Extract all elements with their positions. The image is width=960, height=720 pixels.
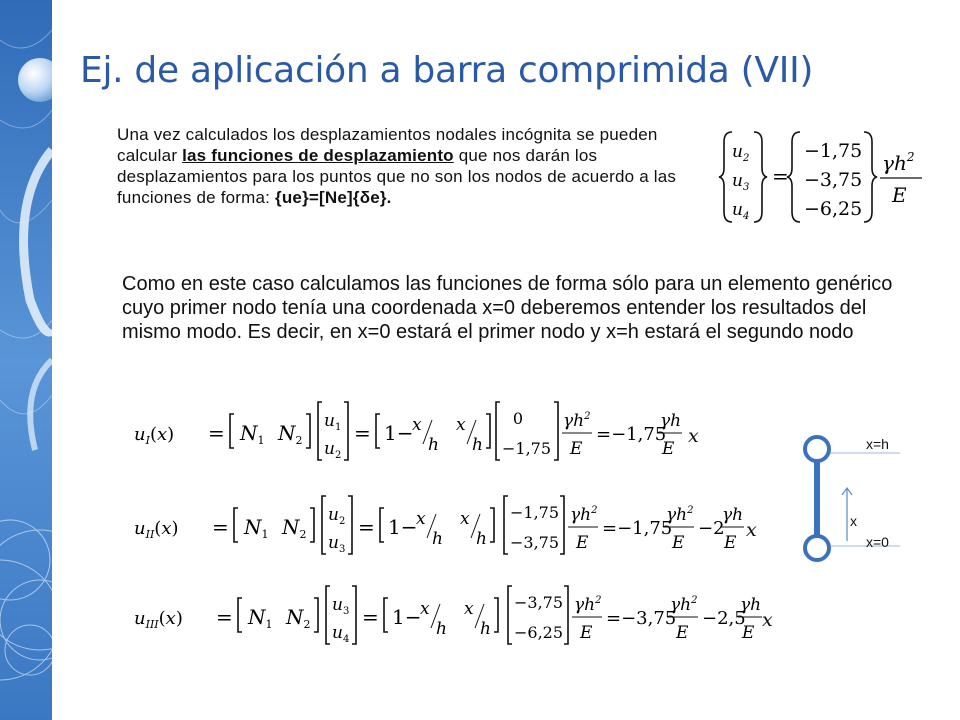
slide-title: Ej. de aplicación a barra comprimida (VII) [80,50,814,91]
svg-text:−3,75: −3,75 [510,533,560,552]
svg-text:h: h [428,435,439,455]
svg-text:x: x [464,599,474,619]
svg-text:=−3,75: =−3,75 [606,608,677,629]
svg-text:−2,5: −2,5 [702,608,746,629]
axis-label: x [850,513,857,529]
svg-text:1−: 1− [384,421,414,445]
intro-paragraph [117,124,682,208]
value-2: −3,75 [804,169,863,191]
svg-text:N2: $N_2$ [282,515,307,541]
intro-text-cont: que nos darán los desplazamientos para los puntos que no son los nodos de acuerdo a las funciones de forma: [117,146,677,207]
svg-text:E: E [570,439,583,459]
u2-label: $u_2$ [732,142,750,164]
intro-text: Una vez calculados los desplazamientos nodales incógnita se pueden calcular [117,125,658,165]
svg-text:h: h [472,435,483,455]
svg-text:x: x [416,509,426,529]
svg-text:γh: γh [660,411,682,431]
svg-text:uII(x): $u_{II}(x)$ [134,518,179,541]
svg-text:1−: 1− [392,605,422,629]
bottom-node-label: x=0 [866,534,889,550]
svg-text:−6,25: −6,25 [514,623,564,642]
equation-element-2 [130,490,760,558]
decorative-side-band [0,0,52,720]
svg-text:=: = [362,605,379,629]
svg-text:−3,75: −3,75 [514,593,564,612]
svg-text:E: E [892,183,907,207]
svg-text:u2: $u_2$ [328,505,346,527]
svg-text:E: E [580,623,593,643]
x-variable-3: x [762,609,773,631]
svg-text:x: x [460,509,470,529]
nodal-displacements-equation [718,128,928,226]
svg-text:u1: $u_1$ [324,411,342,433]
displacement-functions-link: las funciones de desplazamiento [182,146,454,165]
svg-text:u3: $u_3$ [328,533,346,555]
svg-text:−1,75: −1,75 [510,503,560,522]
top-node [805,437,829,461]
svg-text:1−: 1− [388,515,418,539]
svg-text:=: = [354,421,371,445]
svg-text:N1: $N_1$ [240,421,265,447]
x-variable-2: x [746,519,757,541]
svg-text:u4: $u_4$ [332,623,350,645]
x-variable-1: x [688,425,699,447]
svg-text:x: x [412,415,422,435]
svg-text:u3: $u_3$ [332,595,350,617]
value-1: −1,75 [804,140,863,162]
bar-element-diagram [790,425,920,575]
svg-text:h: h [432,529,443,549]
svg-text:γh2: $\gamma h^2$ [563,411,591,431]
svg-text:=: = [208,421,225,445]
svg-text:γh: γh [740,595,762,615]
svg-text:N2: $N_2$ [286,605,311,631]
svg-text:h: h [436,619,447,639]
equation-element-3 [130,580,770,648]
svg-text:N2: $N_2$ [278,421,303,447]
svg-text:uI(x): $u_I(x)$ [134,424,175,447]
svg-text:h: h [476,529,487,549]
svg-text:x: x [420,599,430,619]
top-node-label: x=h [866,436,889,452]
explanation-paragraph: Como en este caso calculamos las funciones de forma sólo para un elemento genérico cuyo primer nodo tenía una coordenada x=0 deberemos entender los resultados del mismo modo. Es decir, en x=0 estará el primer nodo y x=h estará el segundo nodo [122,273,893,343]
svg-text:=−1,75: =−1,75 [596,424,667,445]
svg-text:E: E [742,623,755,643]
svg-text:E: E [576,533,589,553]
svg-text:γh2: $\gamma h^2$ [882,150,915,175]
svg-text:γh2: $\gamma h^2$ [574,595,602,615]
svg-text:−2: −2 [698,518,725,539]
svg-text:E: E [672,533,685,553]
svg-text:u2: $u_2$ [324,439,342,461]
svg-text:x: x [456,415,466,435]
svg-text:E: E [676,623,689,643]
svg-text:=: = [772,164,789,188]
svg-text:E: E [724,533,737,553]
svg-text:N1: $N_1$ [244,515,269,541]
u4-label: $u_4$ [732,200,750,222]
svg-text:γh: γh [722,505,744,525]
svg-text:−1,75: −1,75 [502,439,552,458]
svg-text:γh2: $\gamma h^2$ [570,505,598,525]
svg-text:=: = [358,515,375,539]
svg-text:γh2: $\gamma h^2$ [666,505,694,525]
bottom-node [805,536,829,560]
shape-function-formula: {ue}=[Ne]{δe}. [275,188,392,207]
svg-text:γh2: $\gamma h^2$ [670,595,698,615]
u3-label: $u_3$ [732,171,750,193]
value-3: −6,25 [804,198,863,220]
svg-text:=: = [216,605,233,629]
equation-element-1 [130,396,690,464]
svg-text:N1: $N_1$ [248,605,273,631]
svg-text:=−1,75: =−1,75 [602,518,673,539]
svg-text:=: = [212,515,229,539]
svg-text:E: E [662,439,675,459]
svg-text:0: 0 [512,409,524,428]
svg-text:uIII(x): $u_{III}(x)$ [134,608,183,631]
svg-text:h: h [480,619,491,639]
